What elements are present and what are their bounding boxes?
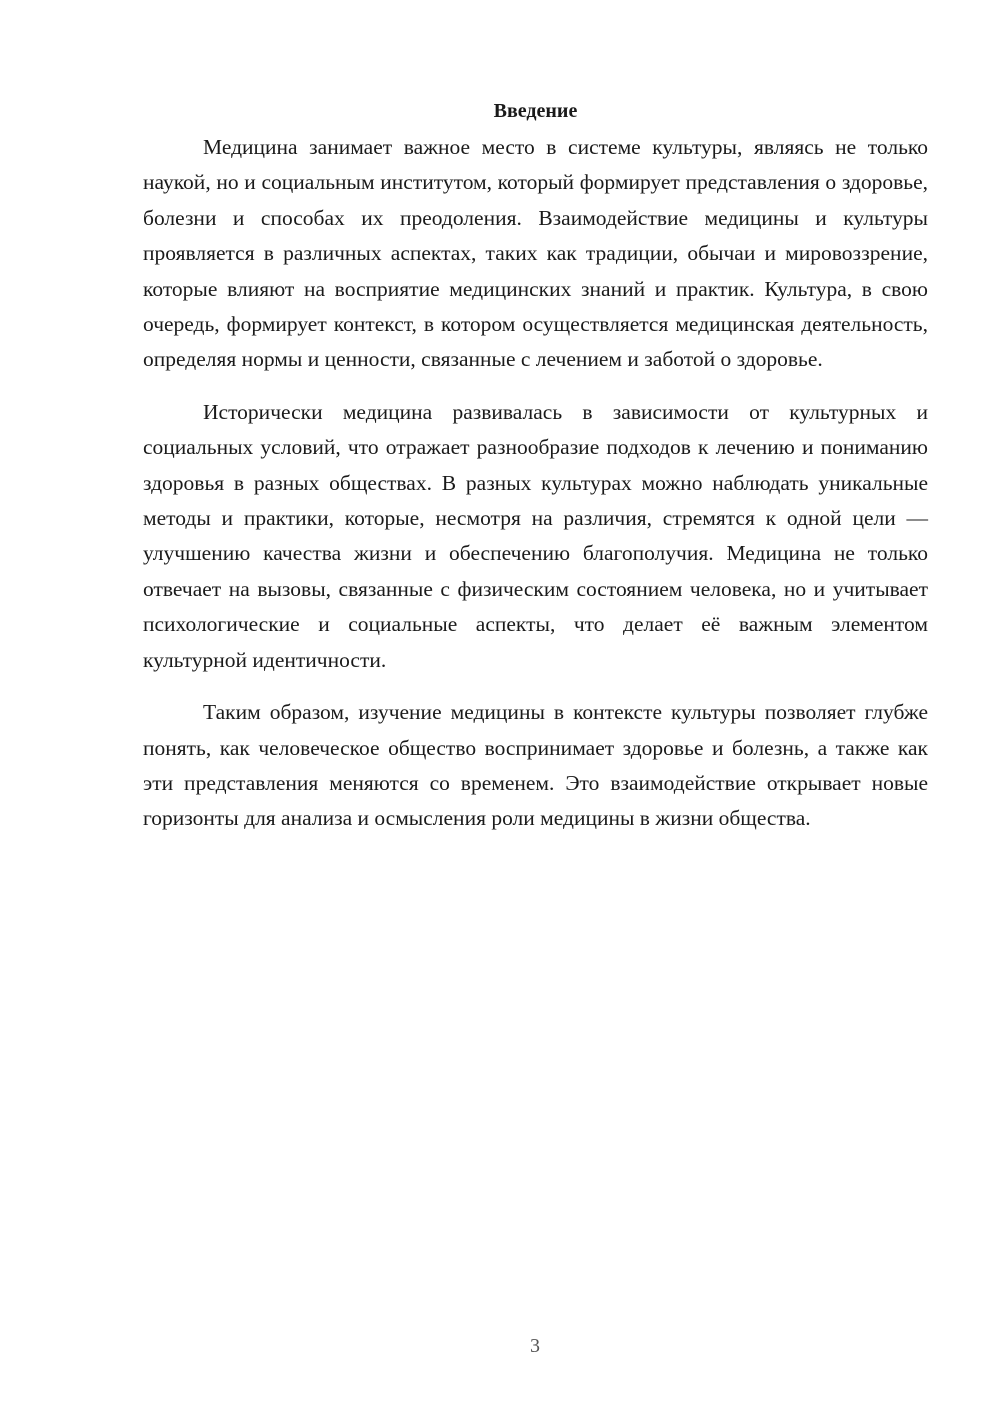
paragraph-2: Исторически медицина развивалась в зависимости от культурных и социальных условий, что отражает разнообразие подходов к лечению и пониманию здоровья в разных обществах. В разных культурах можно наблюдать уникальные методы и практики, которые, несмотря на различия, стремятся к одной цели — улучшению качества жизни и обеспечению благополучия. Медицина не только отвечает на вызовы, связанные с физическим состоянием человека, но и учитывает психологические и социальные аспекты, что делает её важным элементом культурной идентичности.	[143, 399, 928, 672]
page-number: 3	[530, 1335, 540, 1357]
paragraph-1: Медицина занимает важное место в системе культуры, являясь не только наукой, но и социальным институтом, который формирует представления о здоровье, болезни и способах их преодоления. Взаимодействие медицины и культуры проявляется в различных аспектах, таких как традиции, обычаи и мировоззрение, которые влияют на восприятие медицинских знаний и практик. Культура, в свою очередь, формирует контекст, в котором осуществляется медицинская деятельность, определяя нормы и ценности, связанные с лечением и заботой о здоровье.	[143, 135, 928, 372]
page-content	[143, 96, 928, 854]
paragraph-3: Таким образом, изучение медицины в контексте культуры позволяет глубже понять, как человеческое общество воспринимает здоровье и болезнь, а также как эти представления меняются со временем. Это взаимодействие открывает новые горизонты для анализа и осмысления роли медицины в жизни общества.	[143, 700, 928, 831]
section-heading: Введение	[493, 100, 578, 122]
